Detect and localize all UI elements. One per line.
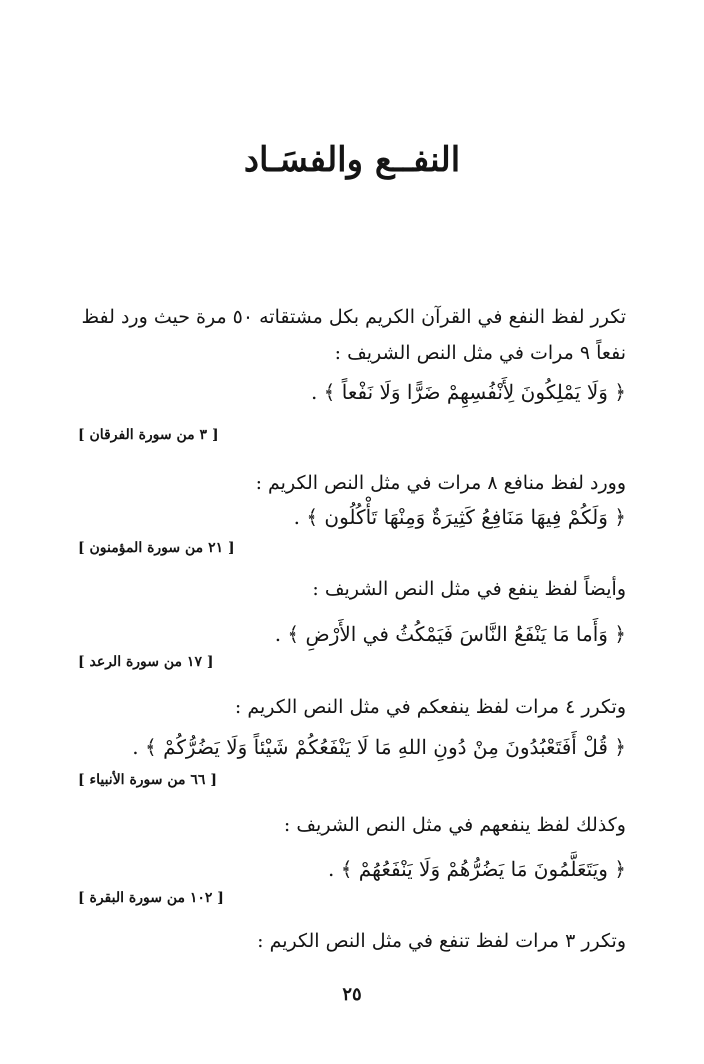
quran-verse: ﴿ وَلَكُمْ فِيهَا مَنَافِعُ كَثِيرَةٌ وَمِنْهَا تَأْكُلُون ﴾ . bbox=[293, 505, 626, 529]
verse-source: [ ٣ من سورة الفرقان ] bbox=[78, 427, 219, 443]
quran-verse: ﴿ وَأَما مَا يَنْفَعُ النَّاسَ فَيَمْكُثُ في الأَرْضِ ﴾ . bbox=[274, 622, 626, 646]
page-title: النفــع والفسَـاد bbox=[243, 140, 461, 180]
verse-source: [ ٢١ من سورة المؤمنون ] bbox=[78, 540, 235, 556]
paragraph-line: نفعاً ٩ مرات في مثل النص الشريف : bbox=[334, 342, 626, 364]
verse-source: [ ٦٦ من سورة الأنبياء ] bbox=[78, 772, 217, 788]
paragraph-line: وورد لفظ منافع ٨ مرات في مثل النص الكريم : bbox=[255, 472, 626, 494]
paragraph-line: وكذلك لفظ ينفعهم في مثل النص الشريف : bbox=[283, 814, 626, 836]
quran-verse: ﴿ وَلَا يَمْلِكُونَ لِأَنْفُسِهِمْ ضَرًّا وَلَا نَفْعاً ﴾ . bbox=[310, 380, 626, 404]
page-number: ٢٥ bbox=[342, 984, 362, 1005]
paragraph-line: تكرر لفظ النفع في القرآن الكريم بكل مشتقاته ٥٠ مرة حيث ورد لفظ bbox=[81, 306, 626, 328]
paragraph-line: وتكرر ٣ مرات لفظ تنفع في مثل النص الكريم : bbox=[257, 930, 626, 952]
quran-verse: ﴿ قُلْ أَفَتَعْبُدُونَ مِنْ دُونِ اللهِ مَا لَا يَنْفَعُكُمْ شَيْئاً وَلَا يَضُرُّكُمْ ﴾ . bbox=[132, 735, 626, 759]
verse-source: [ ١٠٢ من سورة البقرة ] bbox=[78, 890, 224, 906]
paragraph-line: وأيضاً لفظ ينفع في مثل النص الشريف : bbox=[312, 578, 626, 600]
verse-source: [ ١٧ من سورة الرعد ] bbox=[78, 654, 214, 670]
quran-verse: ﴿ ويَتَعَلَّمُونَ مَا يَضُرُّهُمْ وَلَا يَنْفَعُهُمْ ﴾ . bbox=[328, 857, 626, 881]
paragraph-line: وتكرر ٤ مرات لفظ ينفعكم في مثل النص الكريم : bbox=[234, 696, 626, 718]
